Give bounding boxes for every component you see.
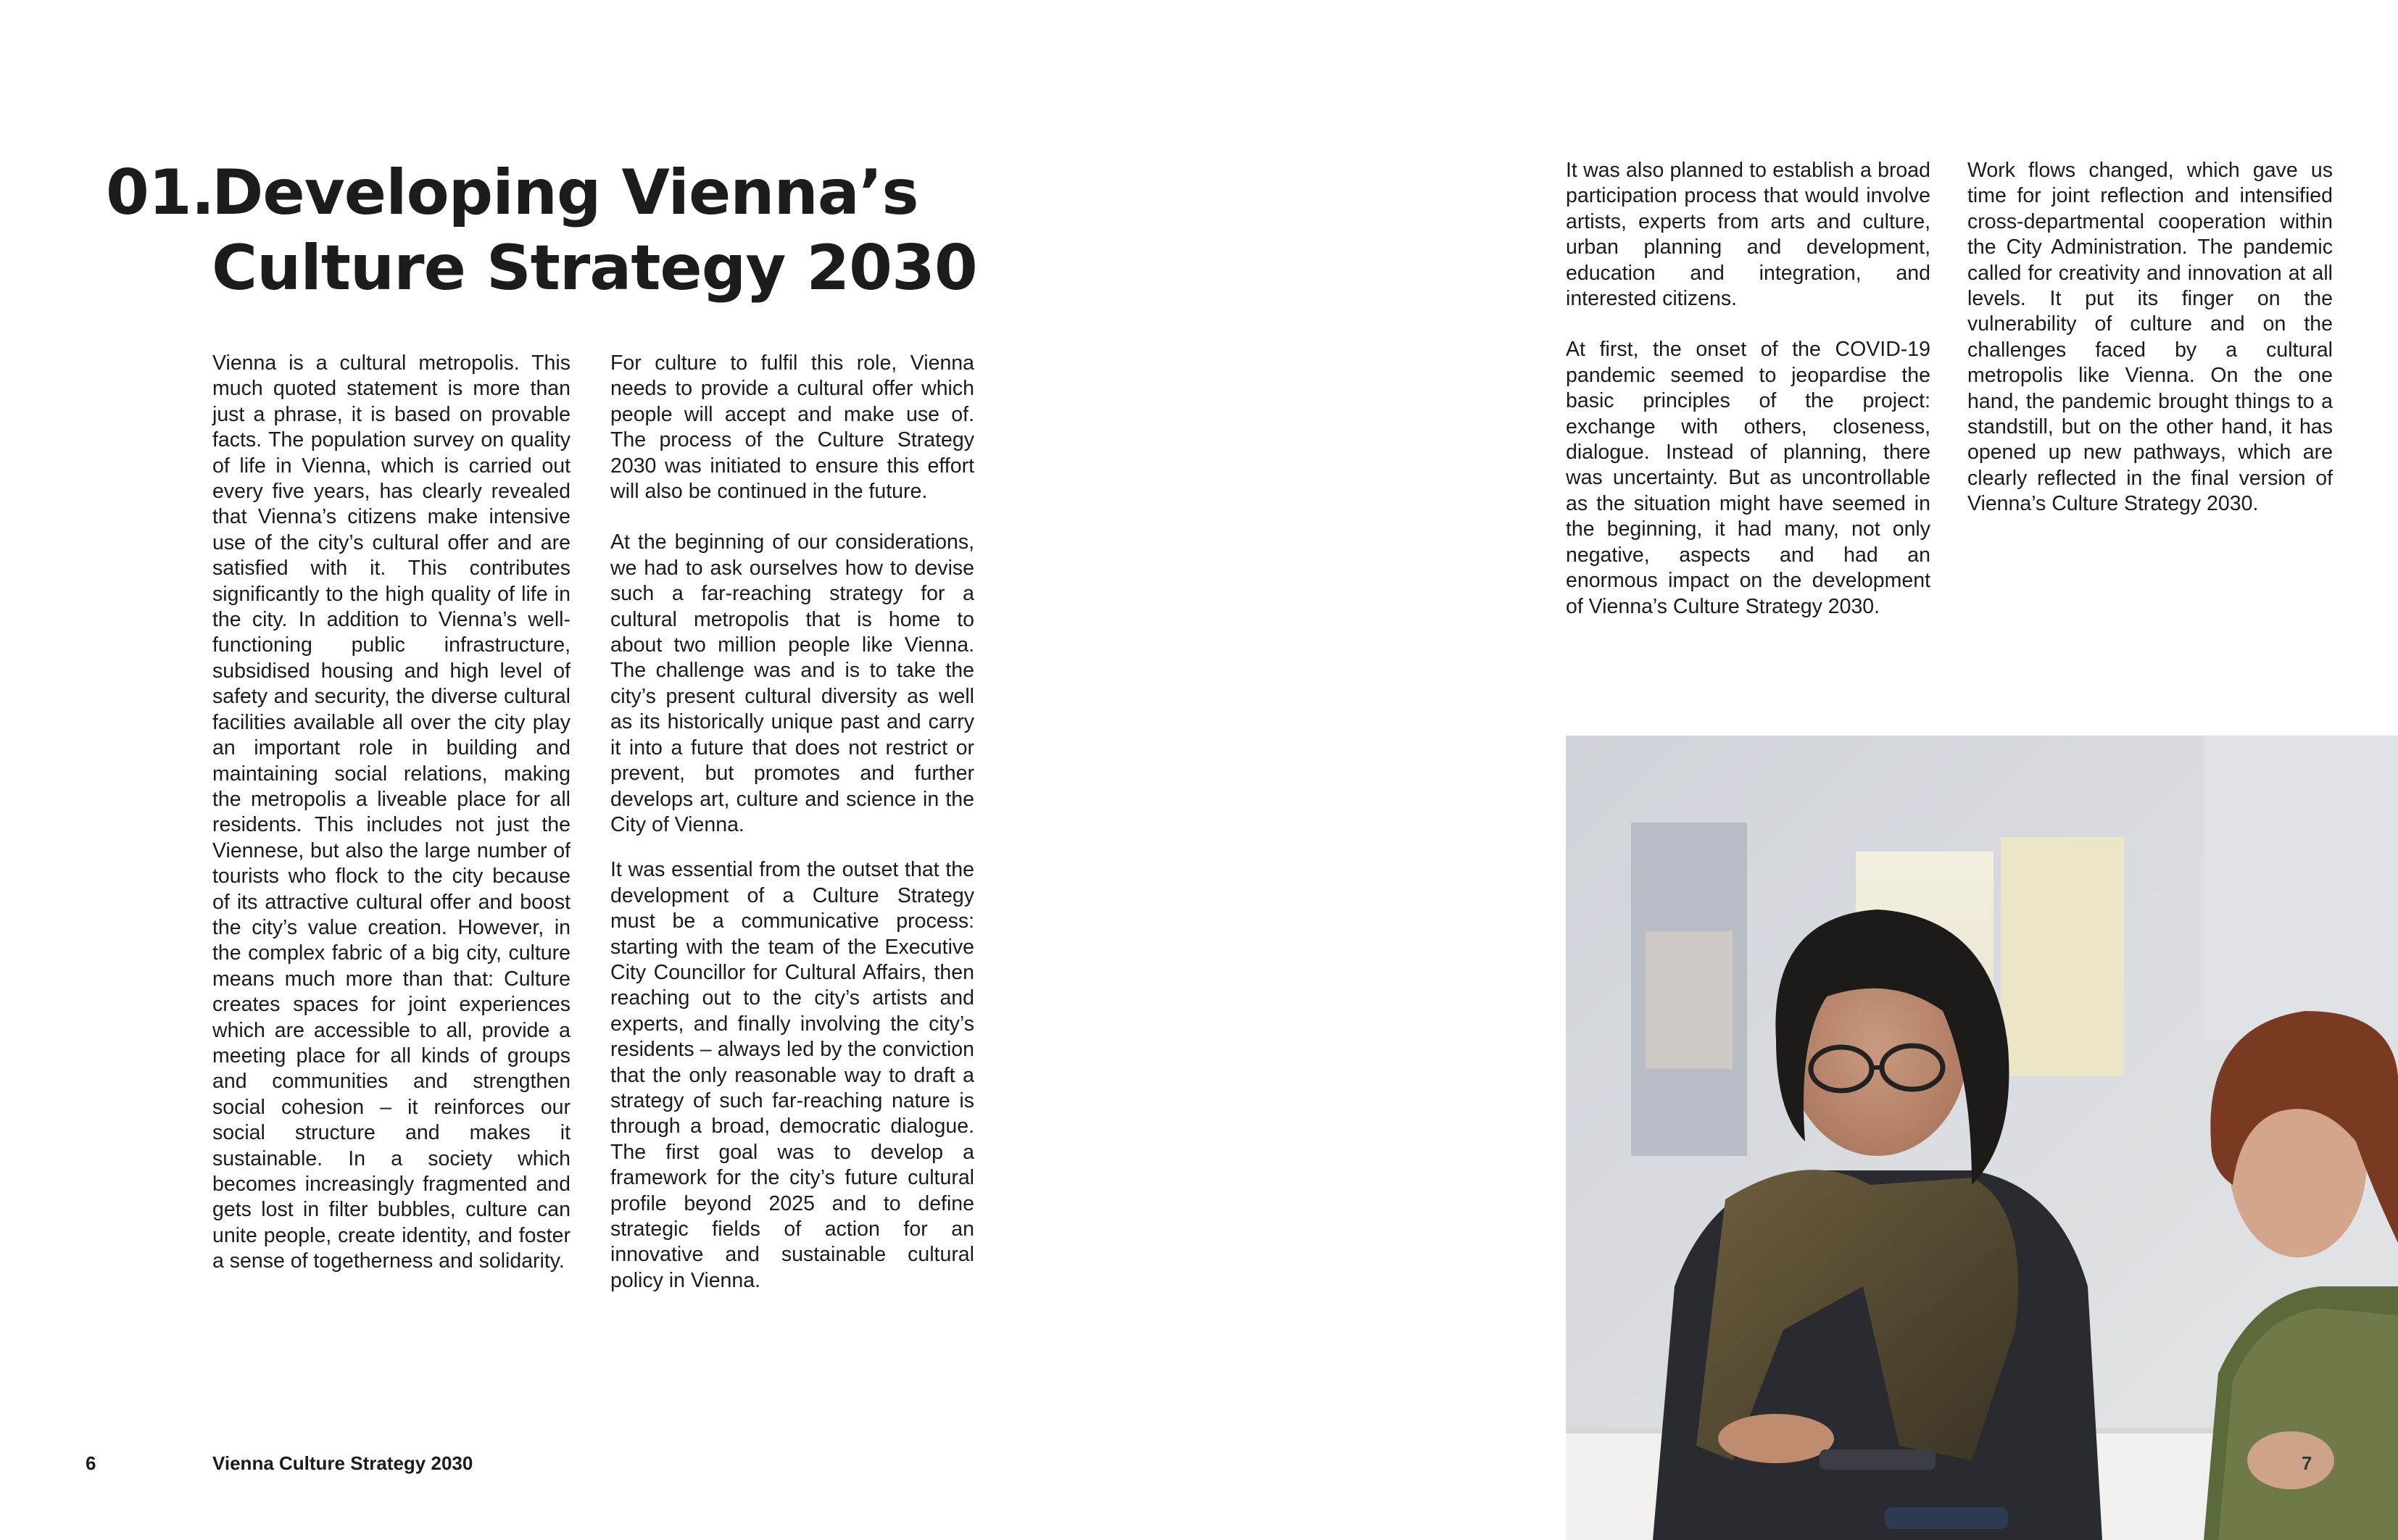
paragraph: It was also planned to establish a broad participation process that would involve artists, experts from arts and culture, urban planning and development, education and integration, and interested citizens. [1566,159,1930,311]
paragraph: Work flows changed, which gave us time for joint reflection and intensified cross-departmental cooperation within the City Administration. The pandemic called for creativity and innovation at all levels. It put its finger on the vulnerability of culture and on the challenges faced by a cultural metropolis like Vienna. On the one hand, the pandemic brought things to a standstill, but on the other hand, it has opened up new pathways, which are clearly reflected in the final version of Vienna’s Culture Strategy 2030. [1967,159,2333,516]
publication-title: Vienna Culture Strategy 2030 [212,1452,473,1474]
paragraph: At first, the onset of the COVID-19 pandemic seemed to jeopardise the basic principles of the project: exchange with others, closeness, dialogue. Instead of planning, there was uncertainty. But as uncontrollable as the situation might have seemed in the beginning, it had many, not only negative, aspects and had an enormous impact on the development of Vienna’s Culture Strategy 2030. [1566,338,1930,618]
paragraph: It was essential from the outset that the development of a Culture Strategy must be a communicative process: starting with the team of the Executive City Councillor for Cultural Affairs, then reaching out to the city’s artists and experts, and finally involving the city’s residents – always led by the conviction that the only reasonable way to draft a strategy of such far-reaching nature is through a broad, democratic dialogue. The first goal was to develop a framework for the city’s future cultural profile beyond 2025 and to define strategic fields of action for an innovative and sustainable cultural policy in Vienna. [610,858,974,1292]
title-line-1: Developing Vienna’s [212,157,918,229]
paragraph: At the beginning of our considerations, we had to ask ourselves how to devise such a far-reaching strategy for a cultural metropolis that is home to about two million people like Vienna. The challenge was and is to take the city’s present cultural diversity as well as its historically unique past and carry it into a future that does not restrict or prevent, but promotes and further develops art, culture and science in the City of Vienna. [610,530,974,836]
text-column-3 [1566,158,1930,620]
paragraph: Vienna is a cultural metropolis. This much quoted statement is more than just a phrase, it is based on provable facts. The population survey on quality of life in Vienna, which is carried out every five years, has clearly revealed that Vienna’s citizens make intensive use of the city’s cultural offer and are satisfied with it. This contributes significantly to the high quality of life in the city. In addition to Vienna’s well-functioning public infrastructure, subsidised housing and high level of safety and security, the diverse cultural facilities available all over the city play an important role in building and maintaining social relations, making the metropolis a liveable place for all residents. This includes not just the Viennese, but also the large number of tourists who flock to the city because of its attractive cultural offer and boost the city’s value creation. However, in the complex fabric of a big city, culture means much more than that: Culture creates spaces for joint experiences which are accessible to all, provide a meeting place for all kinds of groups and communities and strengthen social cohesion – it reinforces our social structure and makes it sustainable. In a society which becomes increasingly fragmented and gets lost in filter bubbles, culture can unite people, create identity, and foster a sense of togetherness and solidarity. [212,351,571,1273]
title-line-2: Culture Strategy 2030 [212,232,977,304]
text-column-4 [1967,158,2333,517]
section-number: 01. [106,157,215,229]
text-column-1 [212,351,571,1275]
page-number-left: 6 [86,1452,96,1474]
text-column-2 [610,351,974,1294]
paragraph: For culture to fulfil this role, Vienna needs to provide a cultural offer which people will accept and make use of. The process of the Culture Strategy 2030 was initiated to ensure this effort will also be continued in the future. [610,351,974,504]
page-number-right: 7 [2302,1452,2312,1474]
workshop-photo [1566,736,2398,1540]
photo-icon [1566,736,2398,1540]
